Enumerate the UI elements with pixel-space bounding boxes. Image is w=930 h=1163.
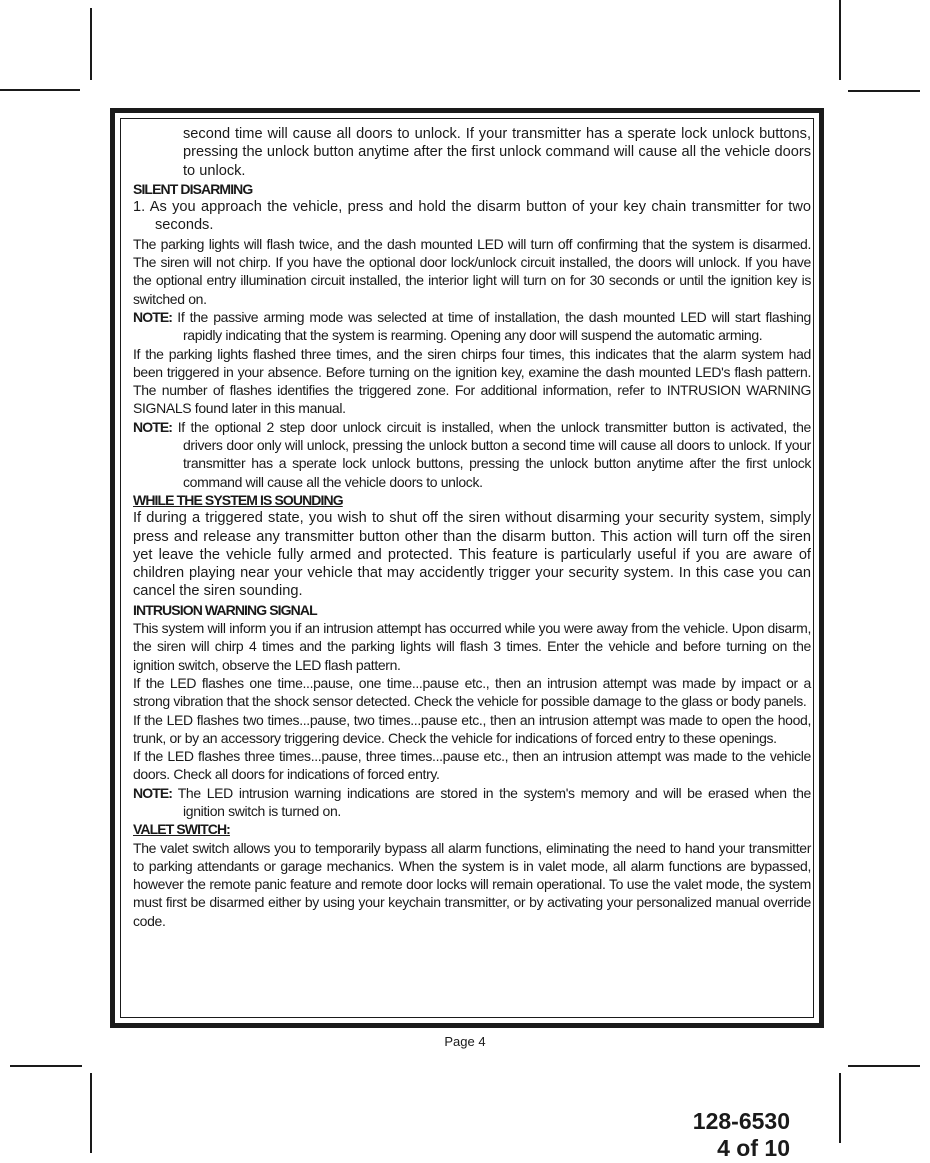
note-label: NOTE: xyxy=(133,308,173,325)
intrusion-paragraph-one-flash: If the LED flashes one time...pause, one time...pause etc., then an intrusion attempt was made by impact or a strong vibration that the shock sensor detected. Check the vehicle for possible damage to the glass or body panels. xyxy=(133,674,811,710)
note-two-step-unlock-text: If the optional 2 step door unlock circuit is installed, when the unlock transmitter button is activated, the drivers door only will unlock, pressing the unlock button a second time will cause all doors to unlock. If your transmitter has a sperate lock unlock buttons, pressing the unlock button anytime after the first unlock command will cause all the vehicle doors to unlock. xyxy=(177,418,811,490)
note-led-memory-text: The LED intrusion warning indications are stored in the system's memory and will be erased when the ignition switch is turned on. xyxy=(177,784,811,819)
silent-disarming-step: 1. As you approach the vehicle, press and hold the disarm button of your key chain transmitter for two seconds. xyxy=(133,199,811,234)
note-passive-arming xyxy=(133,308,811,345)
crop-mark-top-right-vertical xyxy=(839,0,841,80)
crop-mark-top-left-horizontal xyxy=(0,89,80,91)
note-passive-arming-text: If the passive arming mode was selected at time of installation, the dash mounted LED will start flashing rapidly indicating that the system is rearming. Opening any door will suspend the automatic arming. xyxy=(177,308,811,344)
crop-mark-top-left-vertical xyxy=(90,8,92,80)
page-number-label: Page 4 xyxy=(444,1034,486,1049)
while-sounding-heading: WHILE THE SYSTEM IS SOUNDING xyxy=(133,491,343,508)
note-led-memory xyxy=(133,784,811,821)
intrusion-paragraph-intro: This system will inform you if an intrusion attempt has occurred while you were away from the vehicle. Upon disarm, the siren will chirp 4 times and the parking lights will flash 3 times. Enter the vehicle and before turning on the ignition switch, observe the LED flash pattern. xyxy=(133,620,811,673)
note-label: NOTE: xyxy=(133,784,173,801)
document-number: 128-6530 xyxy=(692,1108,790,1134)
intrusion-warning-heading: INTRUSION WARNING SIGNAL xyxy=(133,601,317,618)
triggered-paragraph: If the parking lights flashed three times, and the siren chirps four times, this indicates that the alarm system had been triggered in your absence. Before turning on the ignition key, examine the dash mounted LED's flash pattern. The number of flashes identifies the triggered zone. For additional information, refer to INTRUSION WARNING SIGNALS found later in this manual. xyxy=(133,345,811,417)
intrusion-paragraph-three-flashes: If the LED flashes three times...pause, three times...pause etc., then an intrusion attempt was made to the vehicle doors. Check all doors for indications of forced entry. xyxy=(133,748,811,783)
crop-mark-bottom-left-vertical xyxy=(90,1073,92,1153)
intrusion-paragraph-two-flashes: If the LED flashes two times...pause, two times...pause etc., then an intrusion attempt was made to open the hood, trunk, or by an accessory triggering device. Check the vehicle for indications of forced entry to these openings. xyxy=(133,711,811,746)
sheet-count: 4 of 10 xyxy=(717,1135,790,1161)
page-border xyxy=(110,108,824,1028)
note-label: NOTE: xyxy=(133,418,173,435)
note-two-step-unlock xyxy=(133,418,811,491)
crop-mark-bottom-left-horizontal xyxy=(10,1065,82,1067)
valet-switch-paragraph: The valet switch allows you to temporarily bypass all alarm functions, eliminating the need to hand your transmitter to parking attendants or garage mechanics. When the system is in valet mode, all alarm functions are bypassed, however the remote panic feature and remote door locks will remain operational. To use the valet mode, the system must first be disarmed either by using your keychain transmitter, or by activating your personalized manual override code. xyxy=(133,839,811,929)
while-sounding-paragraph: If during a triggered state, you wish to shut off the siren without disarming your security system, simply press and release any transmitter button other than the disarm button. This action will turn off the siren yet leave the vehicle fully armed and protected. This feature is particularly useful if you are aware of children playing near your vehicle that may accidently trigger your security system. In this case you can cancel the siren sounding. xyxy=(133,510,811,600)
crop-mark-bottom-right-vertical xyxy=(839,1073,841,1143)
manual-text xyxy=(133,125,811,930)
silent-disarming-heading: SILENT DISARMING xyxy=(133,180,253,197)
crop-mark-top-right-horizontal xyxy=(848,90,920,92)
valet-switch-heading: VALET SWITCH: xyxy=(133,821,230,838)
document-number-block xyxy=(693,1108,790,1162)
intro-paragraph: second time will cause all doors to unlock. If your transmitter has a sperate lock unlock buttons, pressing the unlock button anytime after the first unlock command will cause all the vehicle doors to unlock. xyxy=(183,126,811,179)
page-border-inner xyxy=(120,118,814,1018)
silent-disarming-paragraph: The parking lights will flash twice, and the dash mounted LED will turn off confirming that the system is disarmed. The siren will not chirp. If you have the optional door lock/unlock circuit installed, the doors will unlock. If you have the optional entry illumination circuit installed, the interior light will turn on for 30 seconds or until the ignition key is switched on. xyxy=(133,235,811,307)
crop-mark-bottom-right-horizontal xyxy=(848,1065,920,1067)
